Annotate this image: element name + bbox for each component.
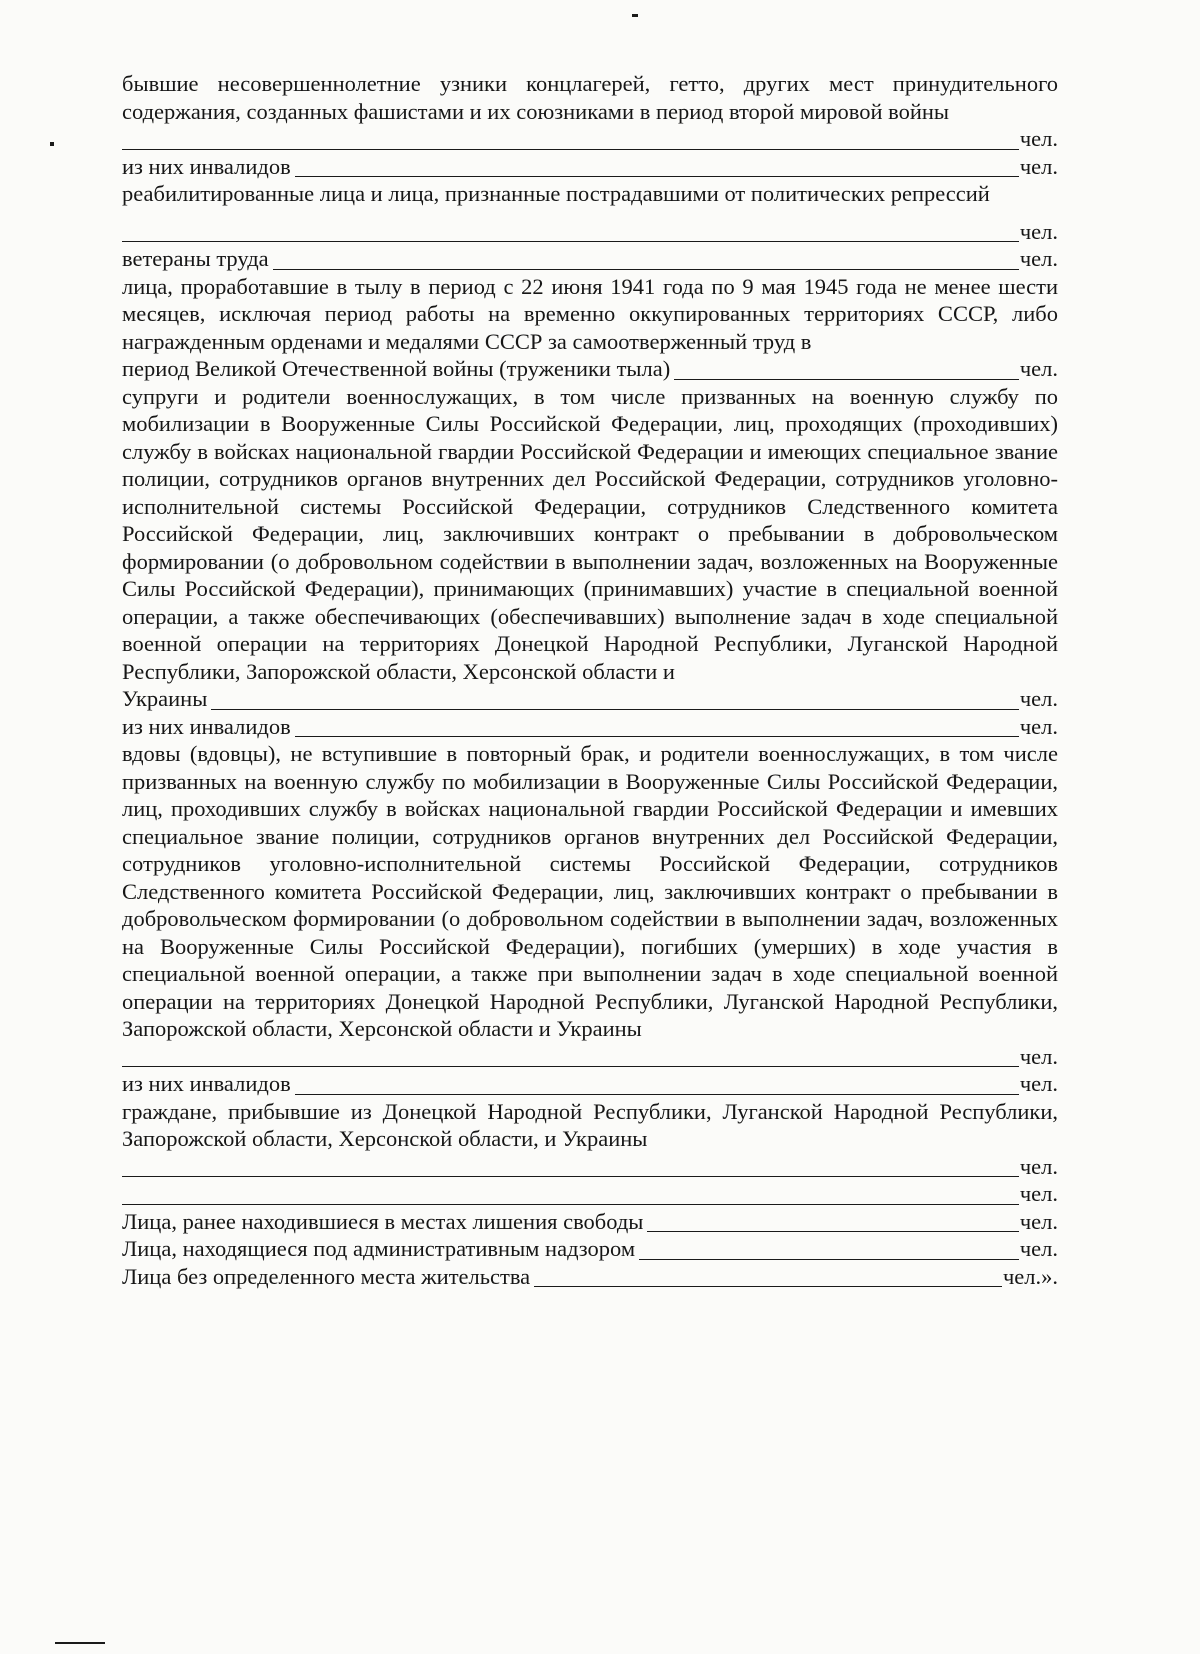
- field-former-prisoners: Лица, ранее находившиеся в местах лишения свободы чел.: [122, 1208, 1058, 1234]
- blank-line[interactable]: [122, 131, 1019, 150]
- field-rehabilitated: чел.: [122, 218, 1058, 246]
- blank-line[interactable]: [122, 1186, 1019, 1205]
- blank-line[interactable]: [295, 718, 1019, 737]
- field-arrived-citizens: чел.: [122, 1153, 1058, 1181]
- scan-speck: [50, 142, 54, 146]
- blank-line[interactable]: [639, 1241, 1019, 1260]
- scan-dash: [55, 1642, 105, 1644]
- category-arrived-citizens: граждане, прибывшие из Донецкой Народной Республики, Луганской Народной Республики, Запорожской области, Херсонской области, и Украины: [122, 1098, 1058, 1151]
- category-widows-parents: вдовы (вдовцы), не вступившие в повторный брак, и родители военнослужащих, в том числе призванных на военную службу по мобилизации в Вооруженные Силы Российской Федерации, лиц, проходивших службу в войсках национальной гвардии Российской Федерации и имевших специальное звание полиции, сотрудников органов внутренних дел Российской Федерации, сотрудников уголовно-исполнительной системы Российской Федерации, сотрудников Следственного комитета Российской Федерации, лиц, заключивших контракт о пребывании в добровольческом формировании (о добровольном содействии в выполнении задач, возложенных на Вооруженные Силы Российской Федерации), погибших (умерших) в ходе участия в специальной военной операции, а также при выполнении задач в ходе специальной военной операции на территориях Донецкой Народной Республики, Луганской Народной Республики, Запорожской области, Херсонской области и Украины: [122, 741, 1058, 1041]
- blank-line[interactable]: [122, 1048, 1019, 1067]
- category-minor-prisoners: бывшие несовершеннолетние узники концлагерей, гетто, других мест принудительного содержания, созданных фашистами и их союзниками в период второй мировой войны: [122, 71, 1058, 124]
- blank-line[interactable]: [122, 223, 1019, 242]
- blank-line[interactable]: [674, 361, 1019, 380]
- category-home-front-workers: лица, проработавшие в тылу в период с 22 июня 1941 года по 9 мая 1945 года не менее шести месяцев, исключая период работы на временно оккупированных территориях СССР, либо награжденным орденами и медалями СССР за самоотверженный труд в: [122, 273, 1058, 354]
- field-widows-parents-disabled: из них инвалидов чел.: [122, 1071, 1058, 1096]
- blank-line[interactable]: [647, 1213, 1018, 1232]
- blank-line[interactable]: [295, 158, 1019, 177]
- field-arrived-citizens-extra: чел.: [122, 1180, 1058, 1208]
- field-minor-prisoners: чел.: [122, 125, 1058, 153]
- field-widows-parents: чел.: [122, 1043, 1058, 1071]
- field-administrative-supervision: Лица, находящиеся под административным надзором чел.: [122, 1236, 1058, 1261]
- blank-line[interactable]: [273, 251, 1019, 270]
- field-labour-veterans: ветераны труда чел.: [122, 246, 1058, 271]
- field-minor-prisoners-disabled: из них инвалидов чел.: [122, 153, 1058, 179]
- blank-line[interactable]: [534, 1268, 1002, 1287]
- blank-line[interactable]: [122, 1158, 1019, 1177]
- field-homeless: Лица без определенного места жительства чел.».: [122, 1263, 1058, 1289]
- blank-line[interactable]: [295, 1076, 1019, 1095]
- field-military-families-disabled: из них инвалидов чел.: [122, 713, 1058, 739]
- category-rehabilitated: реабилитированные лица и лица, признанные пострадавшими от политических репрессий: [122, 181, 990, 206]
- field-home-front-workers: период Великой Отечественной войны (труженики тыла) чел.: [122, 356, 1058, 381]
- document-page: [122, 70, 1058, 1290]
- scan-speck: [632, 14, 638, 17]
- field-military-families: Украины чел.: [122, 686, 1058, 711]
- category-military-families: супруги и родители военнослужащих, в том числе призванных на военную службу по мобилизации в Вооруженные Силы Российской Федерации, лиц, проходящих (проходивших) службу в войсках национальной гвардии Российской Федерации и имеющих специальное звание полиции, сотрудников органов внутренних дел Российской Федерации, сотрудников уголовно-исполнительной системы Российской Федерации, сотрудников Следственного комитета Российской Федерации, лиц, заключивших контракт о пребывании в добровольческом формировании (о добровольном содействии в выполнении задач, возложенных на Вооруженные Силы Российской Федерации), принимающих (принимавших) участие в специальной военной операции, а также обеспечивающих (обеспечивавших) выполнение задач в ходе специальной военной операции на территориях Донецкой Народной Республики, Луганской Народной Республики, Запорожской области, Херсонской области и: [122, 383, 1058, 684]
- blank-line[interactable]: [211, 691, 1019, 710]
